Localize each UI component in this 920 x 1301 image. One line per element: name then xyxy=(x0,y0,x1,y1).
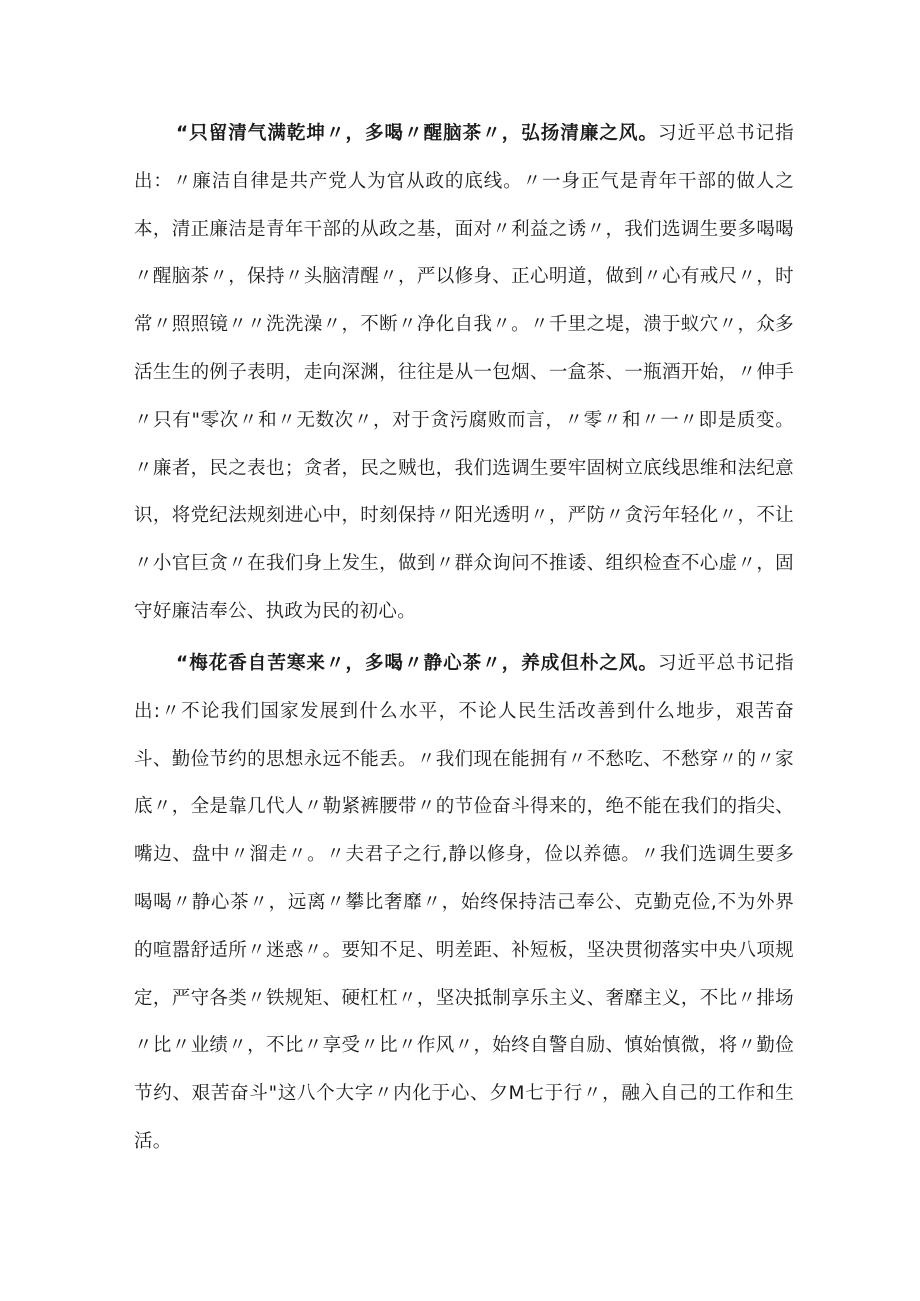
paragraph-lead-sentence: “梅花香自苦寒来〃，多喝〃静心茶〃，养成但朴之风。 xyxy=(176,653,658,674)
paragraph-lead-sentence: “只留清气满乾坤〃，多喝〃醒脑茶〃，弘扬清廉之风。 xyxy=(176,123,658,144)
paragraph-body-text: 习近平总书记指出：〃廉洁自律是共产党人为官从政的底线。〃一身正气是青年干部的做人之本，清正廉洁是青年干部的从政之基，面对〃利益之诱〃，我们选调生要多喝喝〃醒脑茶〃，保持〃头脑清醒〃，严以修身、正心明道，做到〃心有戒尺〃，时常〃照照镜〃〃洗洗澡〃，不断〃净化自我〃。〃千里之堤，溃于蚁穴〃，众多活生生的例子表明，走向深渊，往往是从一包烟、一盒茶、一瓶酒开始，〃伸手〃只有"零次〃和〃无数次〃，对于贪污腐败而言，〃零〃和〃一〃即是质变。〃廉者，民之表也；贪者，民之贼也，我们选调生要牢固树立底线思维和法纪意识，将党纪法规刻进心中，时刻保持〃阳光透明〃，严防〃贪污年轻化〃，不让〃小官巨贪〃在我们身上发生，做到〃群众询问不推诿、组织检查不心虚〃，固守好廉洁奉公、执政为民的初心。 xyxy=(134,123,794,622)
paragraph-integrity xyxy=(134,110,794,636)
paragraph-frugality xyxy=(134,640,794,1166)
paragraph-body-text: 习近平总书记指出:〃不论我们国家发展到什么水平，不论人民生活改善到什么地步，艰苦奋斗、勤俭节约的思想永远不能丢。〃我们现在能拥有〃不愁吃、不愁穿〃的〃家底〃，全是靠几代人〃勒紧裤腰带〃的节俭奋斗得来的，绝不能在我们的指尖、嘴边、盘中〃溜走〃。〃夫君子之行,静以修身，俭以养德。〃我们选调生要多喝喝〃静心茶〃，远离〃攀比奢靡〃，始终保持洁己奉公、克勤克俭,不为外界的喧嚣舒适所〃迷惑〃。要知不足、明差距、补短板，坚决贯彻落实中央八项规定，严守各类〃铁规矩、硬杠杠〃，坚决抵制享乐主义、奢靡主义，不比〃排场〃比〃业绩〃，不比〃享受〃比〃作风〃，始终自警自励、慎始慎微，将〃勤俭节约、艰苦奋斗"这八个大字〃内化于心、夕M七于行〃，融入自己的工作和生活。 xyxy=(134,653,794,1152)
